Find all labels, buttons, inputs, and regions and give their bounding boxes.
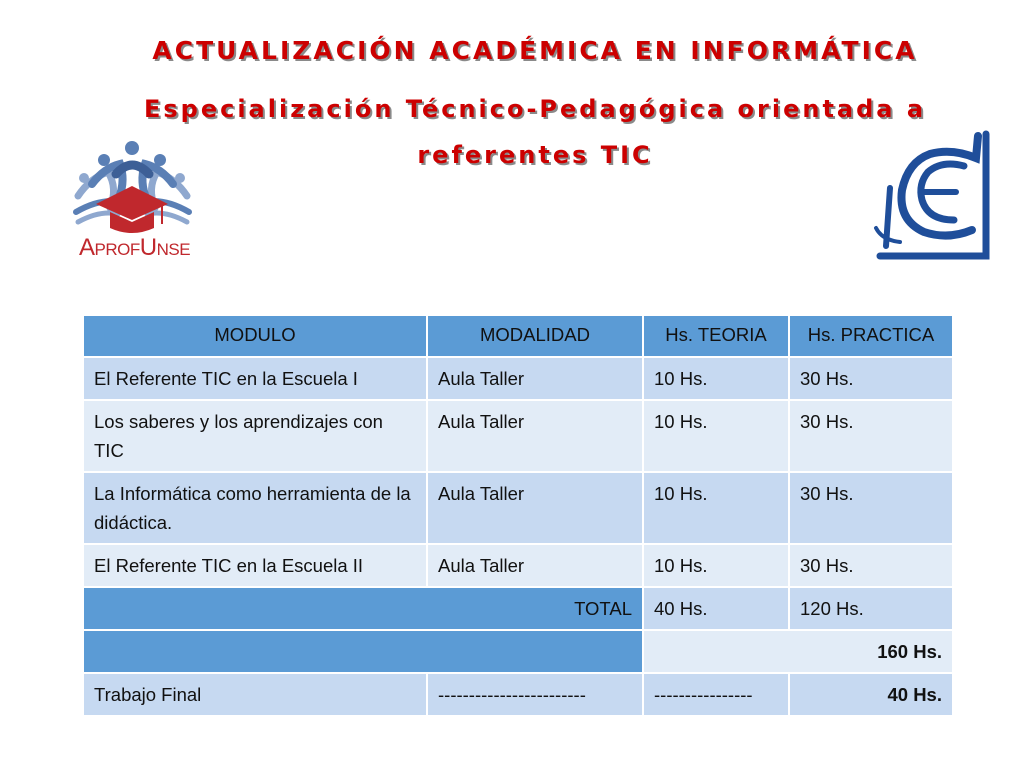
cell-teoria: 10 Hs. — [643, 544, 789, 587]
cell-modulo: Trabajo Final — [83, 673, 427, 716]
modules-table — [82, 314, 954, 717]
total-label: TOTAL — [83, 587, 643, 630]
cell-modalidad: Aula Taller — [427, 357, 643, 400]
cell-final-hours: 40 Hs. — [789, 673, 953, 716]
grand-total-spacer — [83, 630, 643, 673]
cell-teoria: 10 Hs. — [643, 472, 789, 544]
grand-total-value: 160 Hs. — [643, 630, 953, 673]
cell-modulo: El Referente TIC en la Escuela II — [83, 544, 427, 587]
page-subtitle: Especialización Técnico-Pedagógica orientada a referentes TIC — [143, 95, 927, 169]
total-practica: 120 Hs. — [789, 587, 953, 630]
cell-practica: 30 Hs. — [789, 544, 953, 587]
cell-modalidad: Aula Taller — [427, 544, 643, 587]
cell-modulo: El Referente TIC en la Escuela I — [83, 357, 427, 400]
total-teoria: 40 Hs. — [643, 587, 789, 630]
cell-teoria: 10 Hs. — [643, 400, 789, 472]
cell-practica: 30 Hs. — [789, 472, 953, 544]
table-row — [83, 472, 953, 544]
cell-teoria: 10 Hs. — [643, 357, 789, 400]
cell-modulo: Los saberes y los aprendizajes con TIC — [83, 400, 427, 472]
institution-emblem-icon — [872, 128, 992, 260]
cell-modalidad: Aula Taller — [427, 472, 643, 544]
column-header-modalidad: MODALIDAD — [427, 315, 643, 357]
cell-teoria: ---------------- — [643, 673, 789, 716]
aprofunse-logo-text: APROFUNSE — [79, 234, 191, 261]
table-row — [83, 357, 953, 400]
table-header-row — [83, 315, 953, 357]
column-header-practica: Hs. PRACTICA — [789, 315, 953, 357]
grand-total-row — [83, 630, 953, 673]
table-row — [83, 544, 953, 587]
cell-modalidad: Aula Taller — [427, 400, 643, 472]
cell-modulo: La Informática como herramienta de la didáctica. — [83, 472, 427, 544]
cell-practica: 30 Hs. — [789, 400, 953, 472]
cell-practica: 30 Hs. — [789, 357, 953, 400]
column-header-modulo: MODULO — [83, 315, 427, 357]
final-row — [83, 673, 953, 716]
cell-modalidad: ------------------------ — [427, 673, 643, 716]
table-row — [83, 400, 953, 472]
total-row — [83, 587, 953, 630]
column-header-teoria: Hs. TEORIA — [643, 315, 789, 357]
page-title: ACTUALIZACIÓN ACADÉMICA EN INFORMÁTICA — [152, 36, 918, 65]
